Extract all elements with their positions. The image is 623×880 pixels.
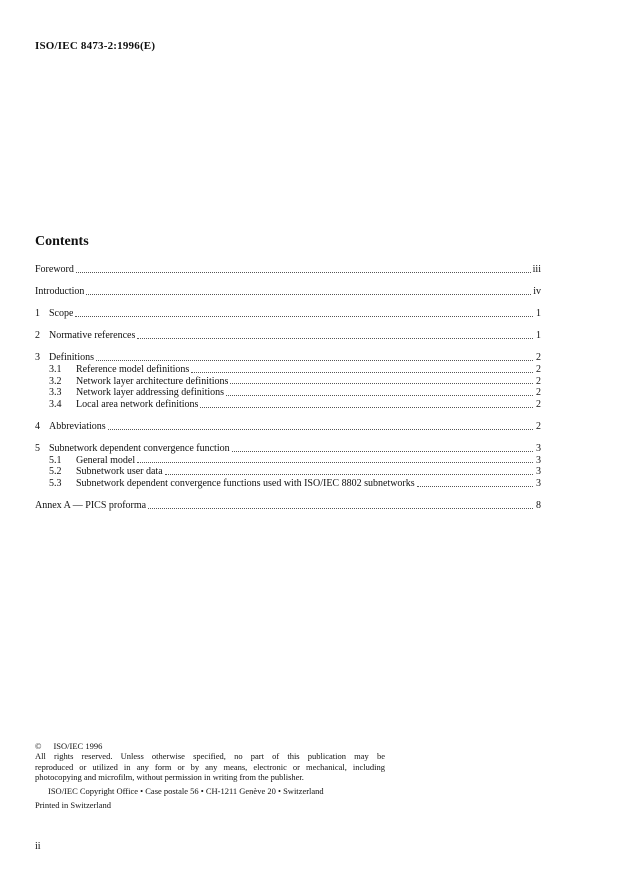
dot-leader bbox=[200, 407, 533, 408]
toc-group bbox=[35, 264, 541, 276]
toc-entry-page: 2 bbox=[536, 399, 541, 411]
dot-leader bbox=[232, 451, 533, 452]
toc-entry-number: 5 bbox=[35, 442, 40, 454]
toc-entry bbox=[35, 352, 541, 364]
dot-leader bbox=[75, 316, 533, 317]
toc-subentry bbox=[35, 466, 541, 478]
toc-entry-number: 3.1 bbox=[49, 363, 62, 375]
page-number: ii bbox=[35, 841, 41, 852]
toc-entry-title: Annex A — PICS proforma bbox=[35, 499, 147, 511]
toc-entry bbox=[35, 264, 541, 276]
toc-entry-page: 3 bbox=[536, 442, 541, 454]
printed-in-note: Printed in Switzerland bbox=[35, 800, 112, 811]
toc-subentry bbox=[35, 399, 541, 411]
toc-entry-title: Definitions bbox=[49, 352, 94, 363]
dot-leader bbox=[76, 272, 531, 273]
dot-leader bbox=[137, 338, 533, 339]
toc-group bbox=[35, 443, 541, 490]
toc-entry bbox=[35, 286, 541, 298]
toc-entry-title: Introduction bbox=[35, 286, 85, 297]
dot-leader bbox=[191, 372, 533, 373]
toc-entry-page: 3 bbox=[536, 478, 541, 490]
toc-subentry bbox=[35, 364, 541, 376]
toc-entry-title: General model bbox=[76, 454, 136, 466]
dot-leader bbox=[417, 486, 533, 487]
toc-entry-title: Scope bbox=[49, 308, 74, 319]
toc-entry-number: 3 bbox=[35, 352, 40, 363]
toc-entry-page: 2 bbox=[536, 363, 541, 375]
toc-entry-page: 2 bbox=[536, 387, 541, 399]
toc-entry-page: 2 bbox=[536, 352, 541, 363]
toc-entry-title: Abbreviations bbox=[49, 420, 106, 432]
toc-entry-number: 5.3 bbox=[49, 478, 62, 490]
toc-entry-number: 2 bbox=[35, 330, 40, 341]
dot-leader bbox=[108, 429, 533, 430]
toc-entry-page: iii bbox=[532, 264, 541, 275]
toc-entry-number: 4 bbox=[35, 420, 40, 432]
toc-entry bbox=[35, 443, 541, 455]
toc-entry-number: 5.1 bbox=[49, 454, 62, 466]
toc-group bbox=[35, 500, 541, 512]
toc-group bbox=[35, 286, 541, 298]
dot-leader bbox=[165, 474, 533, 475]
toc-entry-page: 2 bbox=[536, 420, 541, 432]
toc-entry bbox=[35, 421, 541, 433]
copyright-symbol: © bbox=[35, 741, 42, 751]
rights-text-line: reproduced or utilized in any form or by any means, electronic or mechanical, including bbox=[35, 761, 385, 772]
copyright-holder: ISO/IEC 1996 bbox=[53, 741, 103, 751]
toc-entry bbox=[35, 500, 541, 512]
toc-entry-number: 3.3 bbox=[49, 387, 62, 399]
toc-entry-title: Reference model definitions bbox=[76, 363, 190, 375]
toc-group bbox=[35, 352, 541, 411]
contents-heading: Contents bbox=[35, 234, 89, 249]
toc-entry-title: Subnetwork user data bbox=[76, 466, 163, 478]
document-identifier: ISO/IEC 8473-2:1996(E) bbox=[35, 40, 156, 52]
rights-text-line: photocopying and microfilm, without permission in writing from the publisher. bbox=[35, 772, 304, 783]
toc-entry-page: 1 bbox=[536, 330, 541, 341]
toc-entry-page: 3 bbox=[536, 454, 541, 466]
toc-entry bbox=[35, 330, 541, 342]
toc-group bbox=[35, 308, 541, 320]
toc-entry-page: iv bbox=[533, 286, 541, 297]
copyright-block bbox=[35, 741, 385, 810]
rights-text-line: All rights reserved. Unless otherwise specified, no part of this publication may be bbox=[35, 751, 385, 762]
dot-leader bbox=[148, 508, 533, 509]
dot-leader bbox=[96, 360, 533, 361]
toc-entry bbox=[35, 308, 541, 320]
toc-entry-page: 8 bbox=[536, 499, 541, 511]
toc-group bbox=[35, 421, 541, 433]
copyright-office-address: ISO/IEC Copyright Office • Case postale 56 • CH-1211 Genève 20 • Switzerland bbox=[48, 785, 324, 796]
toc-subentry bbox=[35, 387, 541, 399]
toc-entry-title: Network layer addressing definitions bbox=[76, 387, 225, 399]
toc-entry-title: Foreword bbox=[35, 264, 74, 275]
toc-entry-title: Subnetwork dependent convergence function bbox=[49, 442, 230, 454]
toc-entry-page: 2 bbox=[536, 375, 541, 387]
toc-entry-title: Local area network definitions bbox=[76, 399, 199, 411]
dot-leader bbox=[137, 462, 533, 463]
toc-subentry bbox=[35, 478, 541, 490]
copyright-line bbox=[35, 741, 385, 751]
toc-subentry bbox=[35, 376, 541, 388]
dot-leader bbox=[86, 294, 531, 295]
toc-entry-title: Subnetwork dependent convergence functions used with ISO/IEC 8802 subnetworks bbox=[76, 478, 415, 490]
toc-entry-number: 5.2 bbox=[49, 466, 62, 478]
dot-leader bbox=[230, 383, 533, 384]
toc-entry-number: 3.4 bbox=[49, 399, 62, 411]
toc-entry-page: 1 bbox=[536, 308, 541, 319]
dot-leader bbox=[226, 395, 533, 396]
table-of-contents bbox=[35, 264, 541, 522]
toc-group bbox=[35, 330, 541, 342]
toc-entry-title: Normative references bbox=[49, 330, 136, 341]
toc-entry-number: 1 bbox=[35, 308, 40, 319]
toc-entry-page: 3 bbox=[536, 466, 541, 478]
toc-entry-title: Network layer architecture definitions bbox=[76, 375, 229, 387]
toc-subentry bbox=[35, 455, 541, 467]
toc-entry-number: 3.2 bbox=[49, 375, 62, 387]
